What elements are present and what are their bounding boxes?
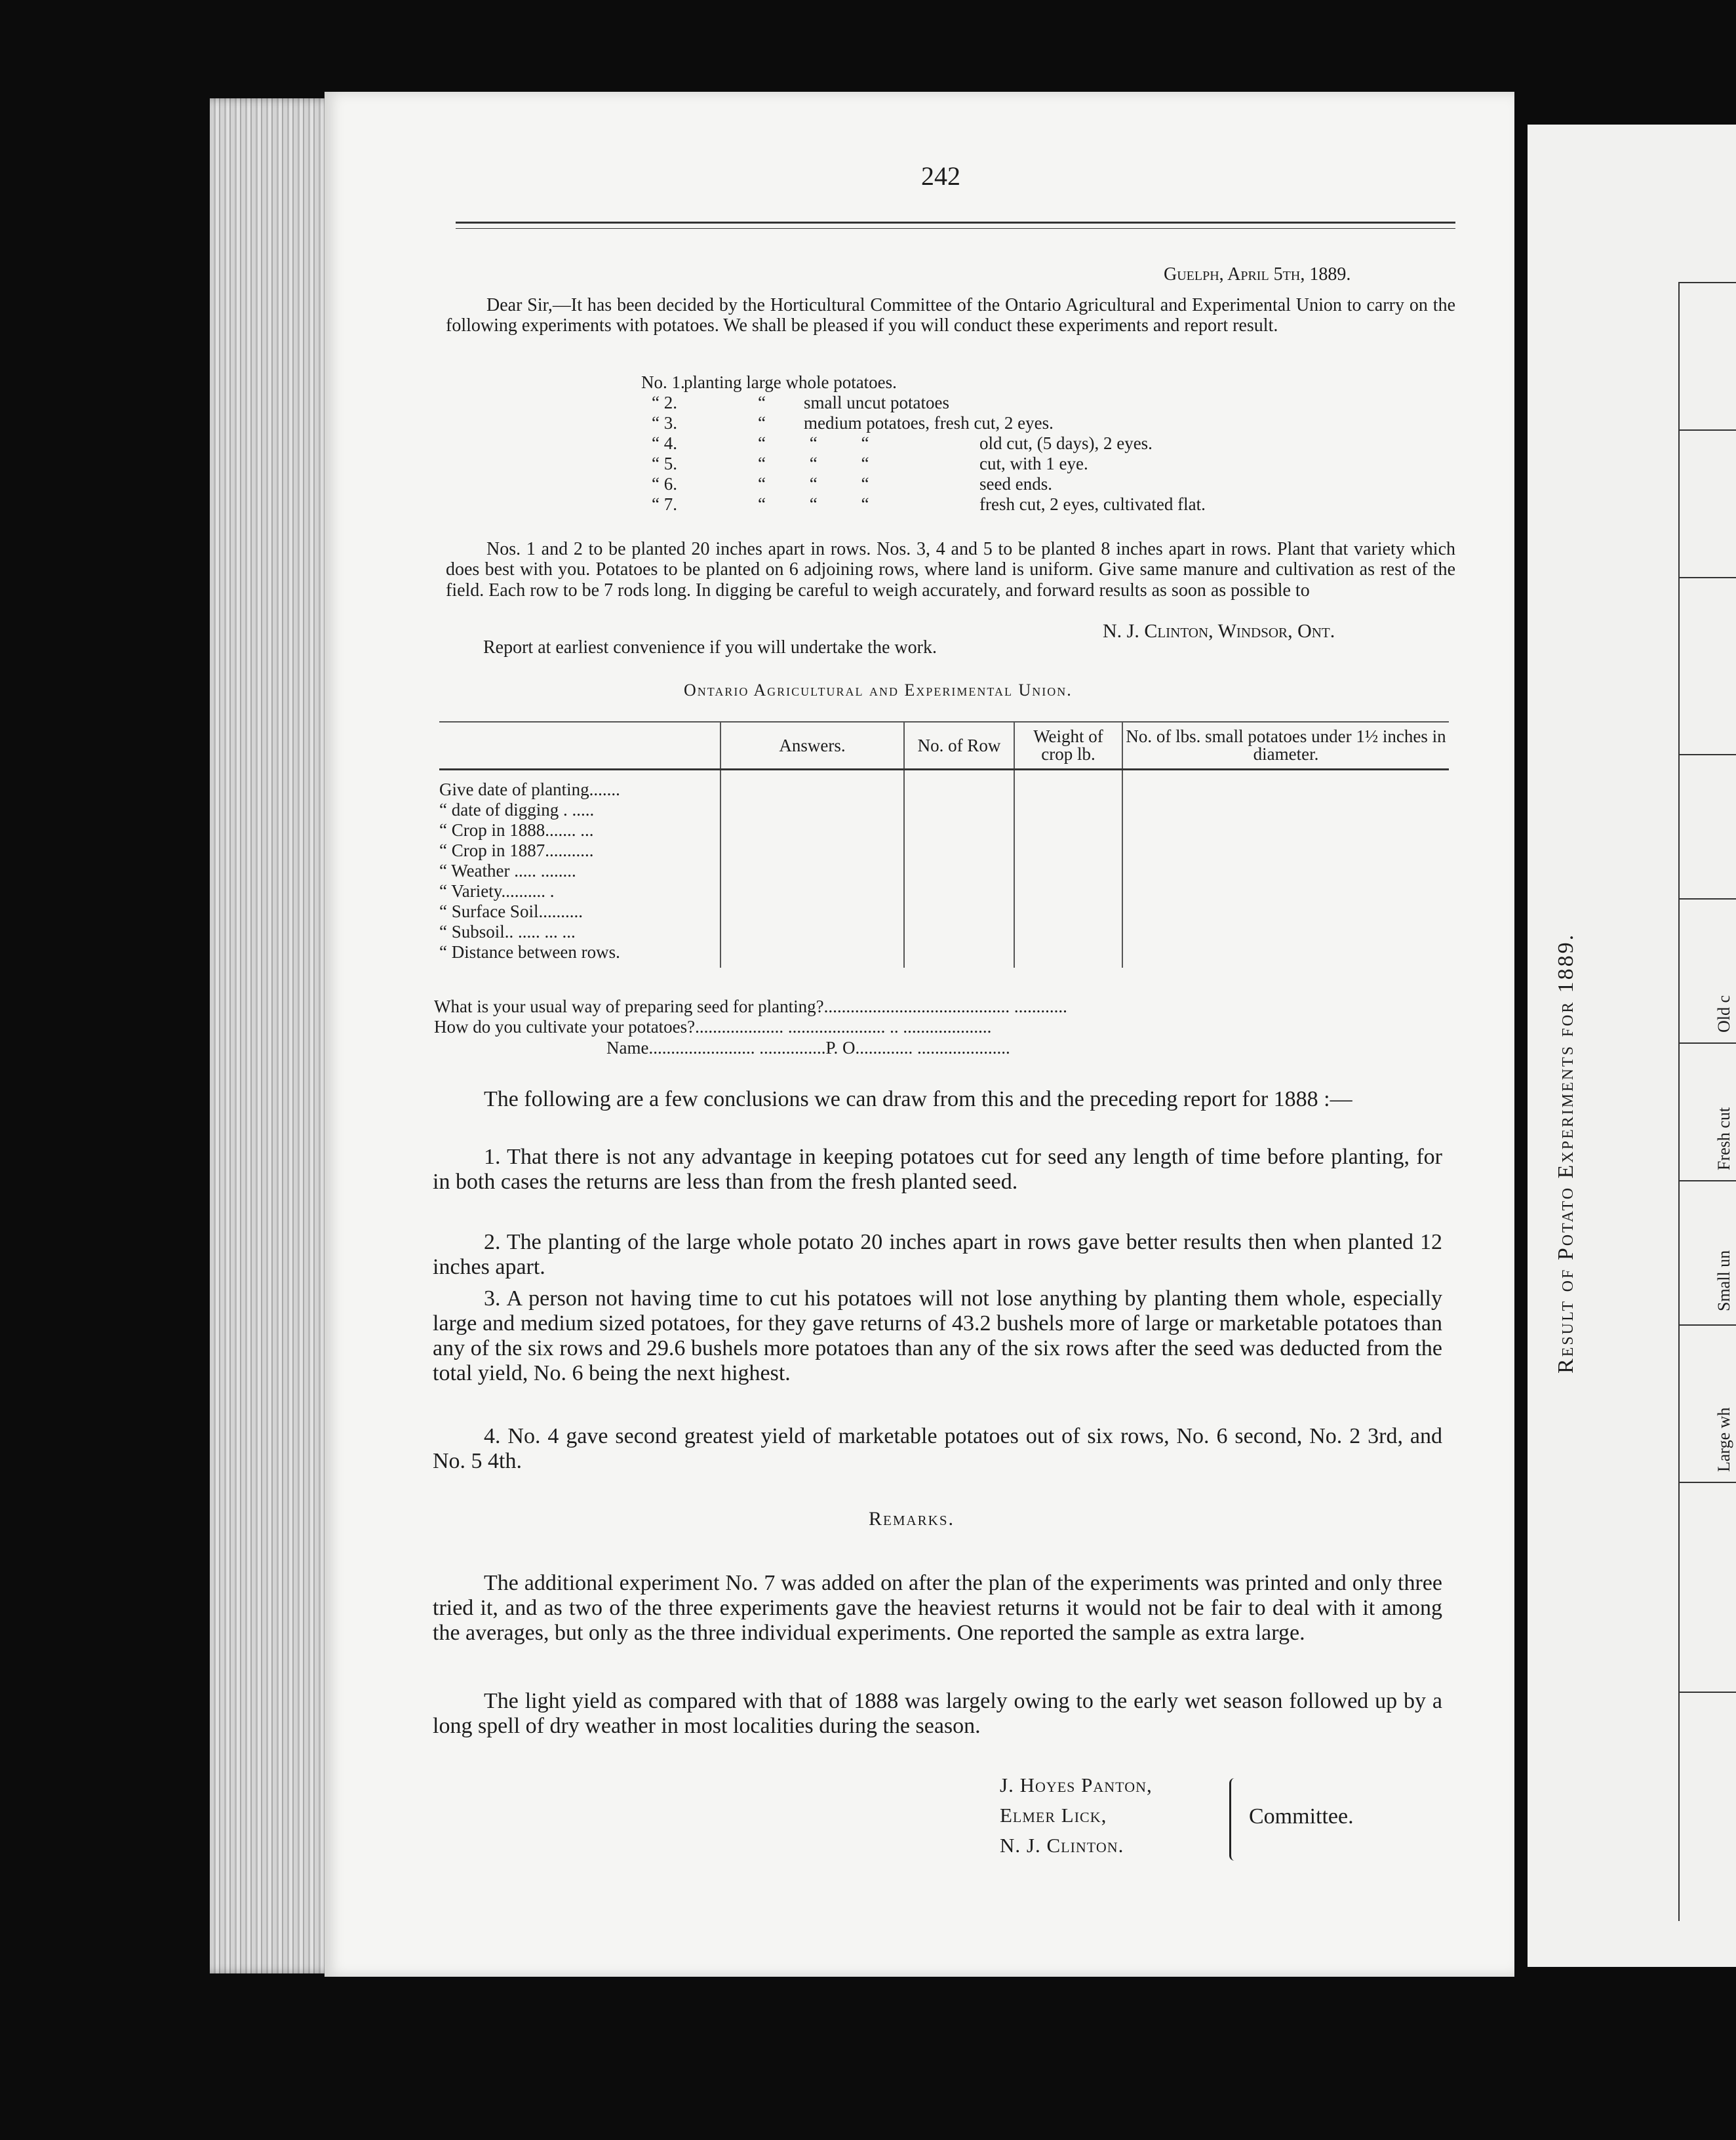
row-number-cell bbox=[904, 770, 1014, 968]
experiment-item: “ 7. “ “ “ fresh cut, 2 eyes, cultivated flat. bbox=[652, 494, 1206, 514]
page-number: 242 bbox=[921, 161, 960, 191]
side-table-line bbox=[1678, 1180, 1736, 1181]
side-table-line bbox=[1678, 429, 1736, 431]
union-title: Ontario Agricultural and Experimental Union. bbox=[684, 681, 1073, 700]
form-header-weight: Weight of crop lb. bbox=[1014, 722, 1122, 770]
return-address: N. J. Clinton, Windsor, Ont. bbox=[1103, 620, 1335, 642]
report-line: Report at earliest convenience if you will undertake the work. bbox=[483, 637, 937, 658]
question-item: Give date of planting....... bbox=[439, 780, 620, 799]
signatory-name: J. Hoyes Panton, bbox=[1000, 1773, 1153, 1796]
conclusion-item: 1. That there is not any advantage in keeping potatoes cut for seed any length of time before planting, for in both cases the returns are less than from the fresh planted seed. bbox=[433, 1145, 1442, 1194]
form-body-row bbox=[439, 770, 1449, 968]
form-questions bbox=[439, 770, 720, 968]
question-cultivate: How do you cultivate your potatoes?.................... ...................... .. .................... bbox=[434, 1017, 992, 1037]
question-item: “ Surface Soil.......... bbox=[439, 902, 583, 921]
side-column-label: Large wh bbox=[1714, 1407, 1733, 1472]
form-header-row bbox=[439, 722, 1449, 770]
form-header-answers: Answers. bbox=[720, 722, 904, 770]
experiment-item: No. 1. planting large whole potatoes. bbox=[641, 372, 897, 392]
weight-cell bbox=[1014, 770, 1122, 968]
question-item: “ Variety.......... . bbox=[439, 881, 555, 901]
experiment-item: “ 2. “ small uncut potatoes bbox=[652, 393, 949, 412]
answers-cell bbox=[720, 770, 904, 968]
remarks-paragraph: The additional experiment No. 7 was added on after the plan of the experiments was printed and only three tried it, and as two of the three experiments gave the heaviest returns it would not be fair to deal with it among the averages, but only as the three individual experiments. One reported the sample as extra large. bbox=[433, 1571, 1442, 1645]
side-table-line bbox=[1678, 282, 1736, 283]
side-table-line bbox=[1678, 1692, 1736, 1693]
remarks-paragraph: The light yield as compared with that of 1888 was largely owing to the early wet season followed up by a long spell of dry weather in most localities during the season. bbox=[433, 1689, 1442, 1738]
side-column-label: Small un bbox=[1714, 1250, 1733, 1311]
small-potatoes-cell bbox=[1122, 770, 1449, 968]
conclusion-item: 4. No. 4 gave second greatest yield of marketable potatoes out of six rows, No. 6 second, No. 2 3rd, and No. 5 4th. bbox=[433, 1424, 1442, 1473]
committee-label: Committee. bbox=[1249, 1804, 1354, 1829]
side-column-label: Old c bbox=[1714, 995, 1733, 1033]
book-edge bbox=[210, 98, 334, 1973]
question-item: “ Crop in 1888....... ... bbox=[439, 820, 594, 840]
letter-body: Dear Sir,—It has been decided by the Horticultural Committee of the Ontario Agricultural and Experimental Union to carry on the following experiments with potatoes. We shall be pleased if you will conduct these experiments and report result. bbox=[446, 295, 1455, 336]
side-table-rule bbox=[1678, 282, 1680, 1921]
question-item: “ Crop in 1887........... bbox=[439, 841, 594, 860]
form-header-blank bbox=[439, 722, 720, 770]
question-item: “ Weather ..... ........ bbox=[439, 861, 576, 881]
question-prepare-seed: What is your usual way of preparing seed for planting?.......................................... ............ bbox=[434, 997, 1067, 1016]
signatory-name: N. J. Clinton. bbox=[1000, 1834, 1124, 1857]
form-header-small-potatoes: No. of lbs. small potatoes under 1½ inches in diameter. bbox=[1122, 722, 1449, 770]
experiment-item: “ 3. “ medium potatoes, fresh cut, 2 eyes. bbox=[652, 413, 1054, 433]
side-table-line bbox=[1678, 1042, 1736, 1044]
experiment-item: “ 6. “ “ “ seed ends. bbox=[652, 474, 1052, 494]
side-table-line bbox=[1678, 1324, 1736, 1326]
conclusions-intro: The following are a few conclusions we can draw from this and the preceding report for 1888 :— bbox=[484, 1087, 1352, 1111]
planting-instructions: Nos. 1 and 2 to be planted 20 inches apart in rows. Nos. 3, 4 and 5 to be planted 8 inches apart in rows. Plant that variety which does best with you. Potatoes to be planted on 6 adjoining rows, where land is uniform. Give same manure and cultivation as rest of the field. Each row to be 7 rods long. In digging be careful to weigh accurately, and forward results as soon as possible to bbox=[446, 539, 1455, 601]
side-table-line bbox=[1678, 577, 1736, 578]
experiment-list bbox=[641, 372, 1362, 515]
question-item: “ date of digging . ..... bbox=[439, 800, 595, 820]
conclusion-item: 3. A person not having time to cut his potatoes will not lose anything by planting them whole, especially large and medium sized potatoes, for they gave returns of 43.2 bushels more of large or marketable potatoes than any of the six rows and 29.6 bushels more potatoes than any of the six rows after the seed was deducted from the total yield, No. 6 being the next highest. bbox=[433, 1286, 1442, 1385]
form-header-row-number: No. of Row bbox=[904, 722, 1014, 770]
experiment-item: “ 4. “ “ “ old cut, (5 days), 2 eyes. bbox=[652, 433, 1153, 453]
name-po-line: Name........................ ...............P. O............. ..................... bbox=[606, 1038, 1010, 1058]
letter-date: Guelph, April 5th, 1889. bbox=[1164, 264, 1351, 285]
question-item: “ Subsoil.. ..... ... ... bbox=[439, 922, 576, 941]
header-rule-bottom bbox=[456, 228, 1455, 229]
signatory-brace bbox=[1229, 1778, 1239, 1861]
conclusion-item: 2. The planting of the large whole potato 20 inches apart in rows gave better results then when planted 12 inches apart. bbox=[433, 1230, 1442, 1279]
side-table-line bbox=[1678, 1482, 1736, 1483]
side-table-line bbox=[1678, 754, 1736, 755]
report-form-table bbox=[439, 721, 1449, 968]
side-page-title: Result of Potato Experiments for 1889. bbox=[1554, 932, 1578, 1374]
signatory-name: Elmer Lick, bbox=[1000, 1804, 1107, 1827]
side-column-label: Fresh cut bbox=[1714, 1107, 1733, 1170]
experiment-item: “ 5. “ “ “ cut, with 1 eye. bbox=[652, 454, 1088, 473]
header-rule-top bbox=[456, 222, 1455, 224]
question-item: “ Distance between rows. bbox=[439, 942, 620, 962]
remarks-heading: Remarks. bbox=[869, 1508, 955, 1530]
side-table-line bbox=[1678, 898, 1736, 900]
signatory-list bbox=[1000, 1770, 1153, 1861]
